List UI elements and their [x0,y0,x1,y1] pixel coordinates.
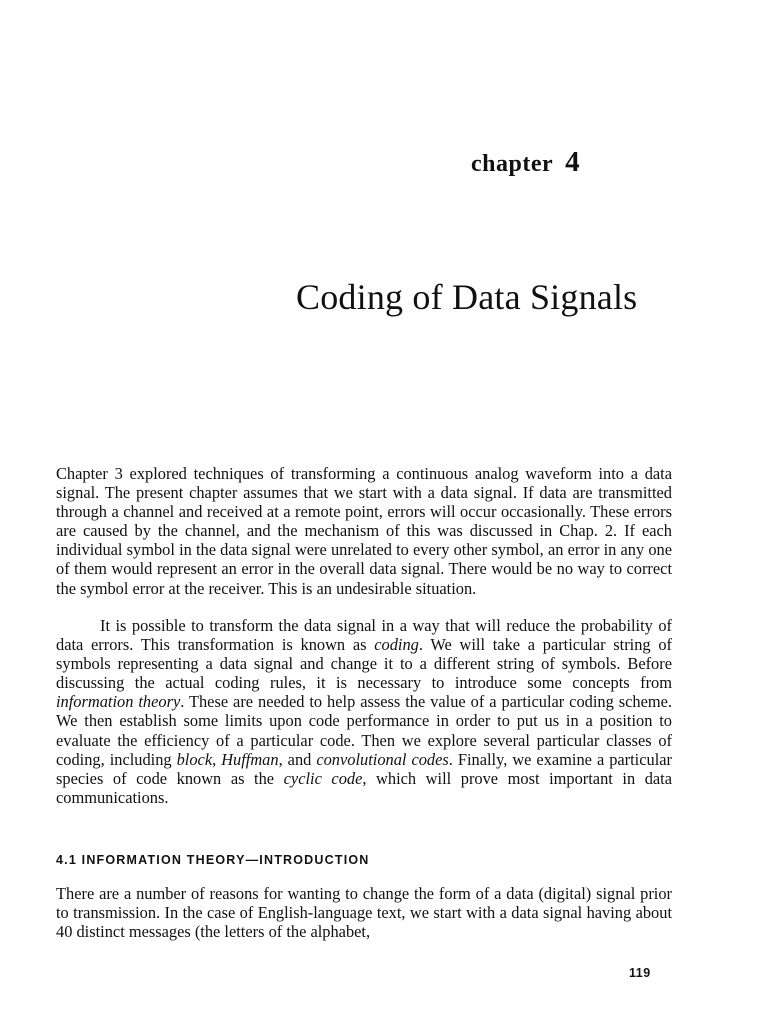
chapter-number: 4 [565,146,581,178]
section-paragraph-1 [56,884,672,941]
chapter-word: chapter [471,151,554,177]
text-run: . These are needed to help assess the value of a particular coding scheme. We then establish some limits upon code performance in order to put us in a position to evaluate the efficiency of a particular code. Then we explore several particular classes of coding, including [56,692,672,769]
text-run: . We will take a particular string of symbols representing a data signal and change it to a different string of symbols. Before discussing the actual coding rules, it is necessary to introduce some concepts from [56,635,672,693]
intro-paragraph-2 [56,616,672,807]
page-number: 119 [629,966,651,980]
paragraph-text: Chapter 3 explored techniques of transforming a continuous analog waveform into a data signal. The present chapter assumes that we start with a data signal. If data are transmitted through a channel and received at a remote point, errors will occur occasionally. These errors are caused by the channel, and the mechanism of this was discussed in Chap. 2. If each individual symbol in the data signal were unrelated to every other symbol, an error in any one of them would represent an error in the overall data signal. There would be no way to correct the symbol error at the receiver. This is an undesirable situation. [56,464,672,598]
chapter-title: Coding of Data Signals [296,277,638,317]
paragraph-text [56,616,672,807]
italic-term-convolutional-codes: convolutional codes [316,749,449,769]
section-heading: 4.1 INFORMATION THEORY—INTRODUCTION [56,853,370,867]
text-run: , [212,749,222,769]
italic-term-information-theory: information theory [56,692,181,712]
italic-term-coding: coding [374,635,419,655]
italic-term-block: block [176,749,213,769]
italic-term-huffman: Huffman [221,749,279,769]
text-run: , and [278,749,317,769]
intro-paragraph-1 [56,464,672,598]
text-run: , which will prove most important in data communications. [56,768,673,807]
paragraph-text: There are a number of reasons for wanting to change the form of a data (digital) signal prior to transmission. In the case of English-language text, we start with a data signal having about 40 distinct messages (the letters of the alphabet, [56,884,672,942]
text-run: . Finally, we examine a particular species of code known as the [56,749,672,788]
italic-term-cyclic-code: cyclic code [283,768,363,788]
text-run: It is possible to transform the data signal in a way that will reduce the probability of data errors. This transformation is known as [56,616,672,655]
chapter-label [471,146,580,179]
